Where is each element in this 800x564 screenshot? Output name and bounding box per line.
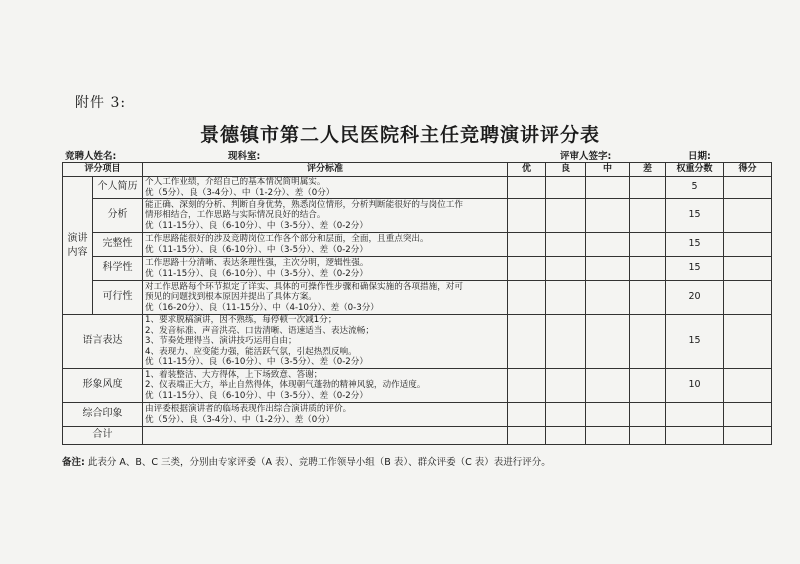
row-label: 科学性	[93, 257, 143, 281]
score-cell-good[interactable]	[546, 369, 586, 403]
total-cell-score[interactable]	[724, 427, 772, 445]
header-standard: 评分标准	[143, 163, 508, 177]
score-cell-poor[interactable]	[630, 281, 666, 315]
department-label: 现科室:	[228, 151, 261, 162]
score-cell-total[interactable]	[724, 315, 772, 369]
table-row	[63, 315, 772, 369]
score-cell-total[interactable]	[724, 177, 772, 199]
score-cell-good[interactable]	[546, 403, 586, 427]
date-label: 日期:	[688, 151, 711, 162]
row-label: 分析	[93, 199, 143, 233]
score-cell-good[interactable]	[546, 315, 586, 369]
score-cell-total[interactable]	[724, 199, 772, 233]
row-label: 完整性	[93, 233, 143, 257]
weight-value: 15	[666, 315, 724, 369]
score-cell-total[interactable]	[724, 257, 772, 281]
header-weight: 权重分数	[666, 163, 724, 177]
score-cell-excellent[interactable]	[508, 233, 546, 257]
score-cell-medium[interactable]	[586, 281, 630, 315]
table-row	[63, 281, 772, 315]
row-label: 语言表达	[63, 315, 143, 369]
criteria-text: 1、要求脱稿演讲，因不熟练，每停顿一次减1分； 2、发音标准、声音洪亮、口齿清晰、语速适当、表达流畅； 3、节奏处理得当、演讲技巧运用自由； 4、表现力、应变能力强，能活跃气氛，引起热烈反响。 优（11-15分）、良（6-10分）、中（3-5分）、差（0-2分）	[143, 315, 508, 369]
scoring-table	[62, 162, 772, 445]
criteria-text: 个人工作业绩，介绍自己的基本情况简明属实。 优（5分）、良（3-4分）、中（1-2分）、差（0分）	[143, 177, 508, 199]
criteria-text: 1、着装整洁、大方得体，上下场致意、答谢； 2、仪表端正大方，举止自然得体，体现朝气蓬勃的精神风貌，动作适度。 优（11-15分）、良（6-10分）、中（3-5分）、差（0-2分）	[143, 369, 508, 403]
score-cell-total[interactable]	[724, 281, 772, 315]
score-cell-total[interactable]	[724, 403, 772, 427]
header-excellent: 优	[508, 163, 546, 177]
score-cell-medium[interactable]	[586, 177, 630, 199]
weight-value	[666, 403, 724, 427]
score-cell-poor[interactable]	[630, 177, 666, 199]
score-cell-medium[interactable]	[586, 233, 630, 257]
group-speech-content: 演讲 内容	[63, 177, 93, 315]
candidate-name-label: 竞聘人姓名:	[65, 151, 117, 162]
criteria-text: 对工作思路每个环节拟定了详实、具体的可操作性步骤和确保实施的各项措施，对可 预见的问题找到根本原因并提出了具体方案。 优（16-20分）、良（11-15分）、中（4-10分）、差（0-3分）	[143, 281, 508, 315]
footnote	[62, 454, 551, 468]
criteria-text: 工作思路能很好的涉及竞聘岗位工作各个部分和层面，全面，且重点突出。 优（11-15分）、良（6-10分）、中（3-5分）、差（0-2分）	[143, 233, 508, 257]
total-cell-weight	[666, 427, 724, 445]
table-row	[63, 257, 772, 281]
weight-value: 15	[666, 199, 724, 233]
table-row	[63, 199, 772, 233]
total-cell-excellent[interactable]	[508, 427, 546, 445]
total-cell-medium[interactable]	[586, 427, 630, 445]
header-good: 良	[546, 163, 586, 177]
weight-value: 5	[666, 177, 724, 199]
table-row	[63, 177, 772, 199]
score-cell-good[interactable]	[546, 281, 586, 315]
score-cell-excellent[interactable]	[508, 257, 546, 281]
header-medium: 中	[586, 163, 630, 177]
score-cell-total[interactable]	[724, 369, 772, 403]
score-cell-poor[interactable]	[630, 315, 666, 369]
header-poor: 差	[630, 163, 666, 177]
table-row	[63, 403, 772, 427]
score-cell-good[interactable]	[546, 177, 586, 199]
score-cell-medium[interactable]	[586, 403, 630, 427]
note-text: 此表分 A、B、C 三类，分别由专家评委（A 表）、竞聘工作领导小组（B 表）、群众评委（C 表）表进行评分。	[87, 457, 551, 468]
score-cell-total[interactable]	[724, 233, 772, 257]
score-cell-poor[interactable]	[630, 199, 666, 233]
table-row	[63, 233, 772, 257]
score-cell-medium[interactable]	[586, 257, 630, 281]
criteria-text: 工作思路十分清晰、表达条理性强，主次分明，逻辑性强。 优（11-15分）、良（6-10分）、中（3-5分）、差（0-2分）	[143, 257, 508, 281]
criteria-text: 能正确、深刻的分析、判断自身优势，熟悉岗位情形，分析判断能很好的与岗位工作 情形相结合，工作思路与实际情况良好的结合。 优（11-15分）、良（6-10分）、中（3-5分）、差（0-2分）	[143, 199, 508, 233]
score-cell-excellent[interactable]	[508, 199, 546, 233]
table-row	[63, 369, 772, 403]
weight-value: 20	[666, 281, 724, 315]
score-cell-excellent[interactable]	[508, 281, 546, 315]
score-cell-medium[interactable]	[586, 315, 630, 369]
total-row	[63, 427, 772, 445]
row-label: 综合印象	[63, 403, 143, 427]
score-cell-excellent[interactable]	[508, 315, 546, 369]
score-cell-excellent[interactable]	[508, 403, 546, 427]
attachment-label: 附件 3:	[75, 95, 127, 111]
score-cell-excellent[interactable]	[508, 177, 546, 199]
note-label: 备注:	[62, 457, 85, 468]
criteria-text: 由评委根据演讲者的临场表现作出综合演讲质的评价。 优（5分）、良（3-4分）、中（1-2分）、差（0分）	[143, 403, 508, 427]
table-header-row	[63, 163, 772, 177]
total-cell-poor[interactable]	[630, 427, 666, 445]
total-cell-good[interactable]	[546, 427, 586, 445]
page-title: 景德镇市第二人民医院科主任竞聘演讲评分表	[199, 124, 600, 146]
score-cell-poor[interactable]	[630, 257, 666, 281]
score-cell-good[interactable]	[546, 233, 586, 257]
row-label: 可行性	[93, 281, 143, 315]
score-cell-poor[interactable]	[630, 233, 666, 257]
score-cell-poor[interactable]	[630, 403, 666, 427]
total-label: 合计	[63, 427, 143, 445]
score-cell-medium[interactable]	[586, 369, 630, 403]
score-cell-medium[interactable]	[586, 199, 630, 233]
total-standard-cell	[143, 427, 508, 445]
weight-value: 10	[666, 369, 724, 403]
header-score: 得分	[724, 163, 772, 177]
weight-value: 15	[666, 257, 724, 281]
score-cell-excellent[interactable]	[508, 369, 546, 403]
row-label: 个人简历	[93, 177, 143, 199]
score-cell-good[interactable]	[546, 257, 586, 281]
weight-value: 15	[666, 233, 724, 257]
score-cell-good[interactable]	[546, 199, 586, 233]
row-label: 形象风度	[63, 369, 143, 403]
header-item: 评分项目	[63, 163, 143, 177]
score-cell-poor[interactable]	[630, 369, 666, 403]
reviewer-signature-label: 评审人签字:	[560, 151, 612, 162]
